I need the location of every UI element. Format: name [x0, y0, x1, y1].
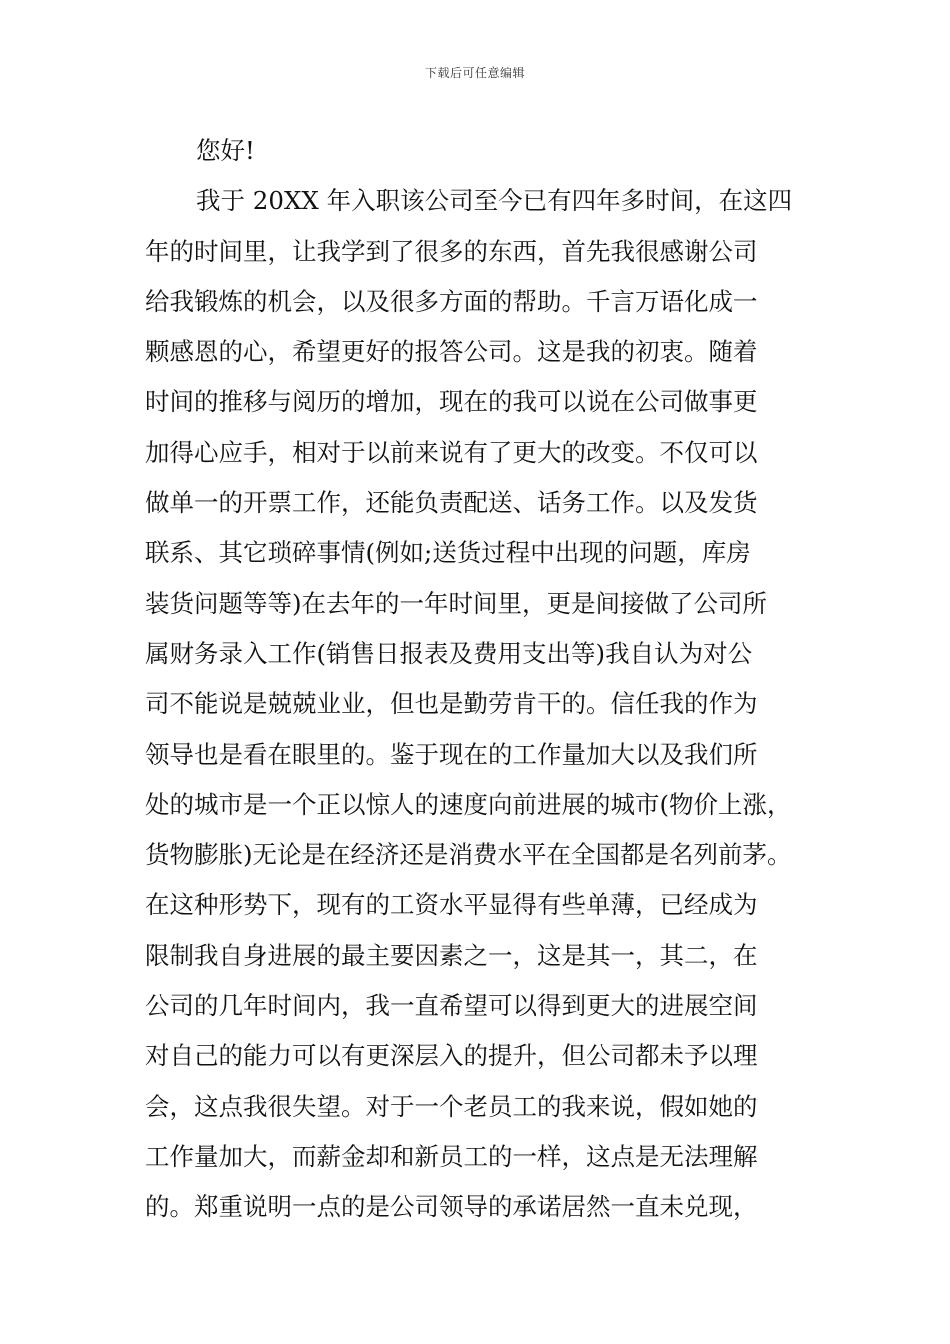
paragraph-line: 颗感恩的心，希望更好的报答公司。这是我的初衷。随着 — [145, 337, 758, 367]
paragraph-line: 时间的推移与阅历的增加，现在的我可以说在公司做事更 — [145, 387, 758, 417]
paragraph-line: 装货问题等等)在去年的一年时间里，更是间接做了公司所 — [145, 588, 768, 618]
paragraph-line: 领导也是看在眼里的。鉴于现在的工作量加大以及我们所 — [145, 739, 758, 769]
paragraph-line: 公司的几年时间内，我一直希望可以得到更大的进展空间 — [145, 991, 758, 1021]
paragraph-line: 限制我自身进展的最主要因素之一，这是其一，其二，在 — [145, 940, 758, 970]
paragraph-line: 对自己的能力可以有更深层入的提升，但公司都未予以理 — [145, 1041, 758, 1071]
paragraph-line: 联系、其它琐碎事情(例如;送货过程中出现的问题，库房 — [145, 538, 751, 568]
paragraph-line: 的。郑重说明一点的是公司领导的承诺居然一直未兑现， — [145, 1192, 758, 1222]
paragraph-line: 处的城市是一个正以惊人的速度向前进展的城市(物价上涨， — [145, 789, 792, 819]
paragraph-line: 会，这点我很失望。对于一个老员工的我来说，假如她的 — [145, 1091, 758, 1121]
paragraph-line: 做单一的开票工作，还能负责配送、话务工作。以及发货 — [145, 488, 758, 518]
greeting-line: 您好! — [196, 136, 255, 165]
paragraph-line: 给我锻炼的机会，以及很多方面的帮助。千言万语化成一 — [145, 286, 758, 316]
paragraph-line: 司不能说是兢兢业业，但也是勤劳肯干的。信任我的作为 — [145, 689, 758, 719]
paragraph-line: 在这种形势下，现有的工资水平显得有些单薄，已经成为 — [145, 890, 758, 920]
paragraph-line: 年的时间里，让我学到了很多的东西，首先我很感谢公司 — [145, 236, 758, 266]
paragraph-line: 工作量加大，而薪金却和新员工的一样，这点是无法理解 — [145, 1141, 758, 1171]
letter-body — [145, 126, 835, 1233]
paragraph-line: 属财务录入工作(销售日报表及费用支出等)我自认为对公 — [145, 638, 753, 668]
paragraph-line: 加得心应手，相对于以前来说有了更大的改变。不仅可以 — [145, 437, 758, 467]
page-header: 下载后可任意编辑 — [424, 66, 525, 80]
paragraph-line: 货物膨胀)无论是在经济还是消费水平在全国都是名列前茅。 — [145, 840, 792, 870]
paragraph-line: 我于 20XX 年入职该公司至今已有四年多时间，在这四 — [196, 186, 793, 216]
